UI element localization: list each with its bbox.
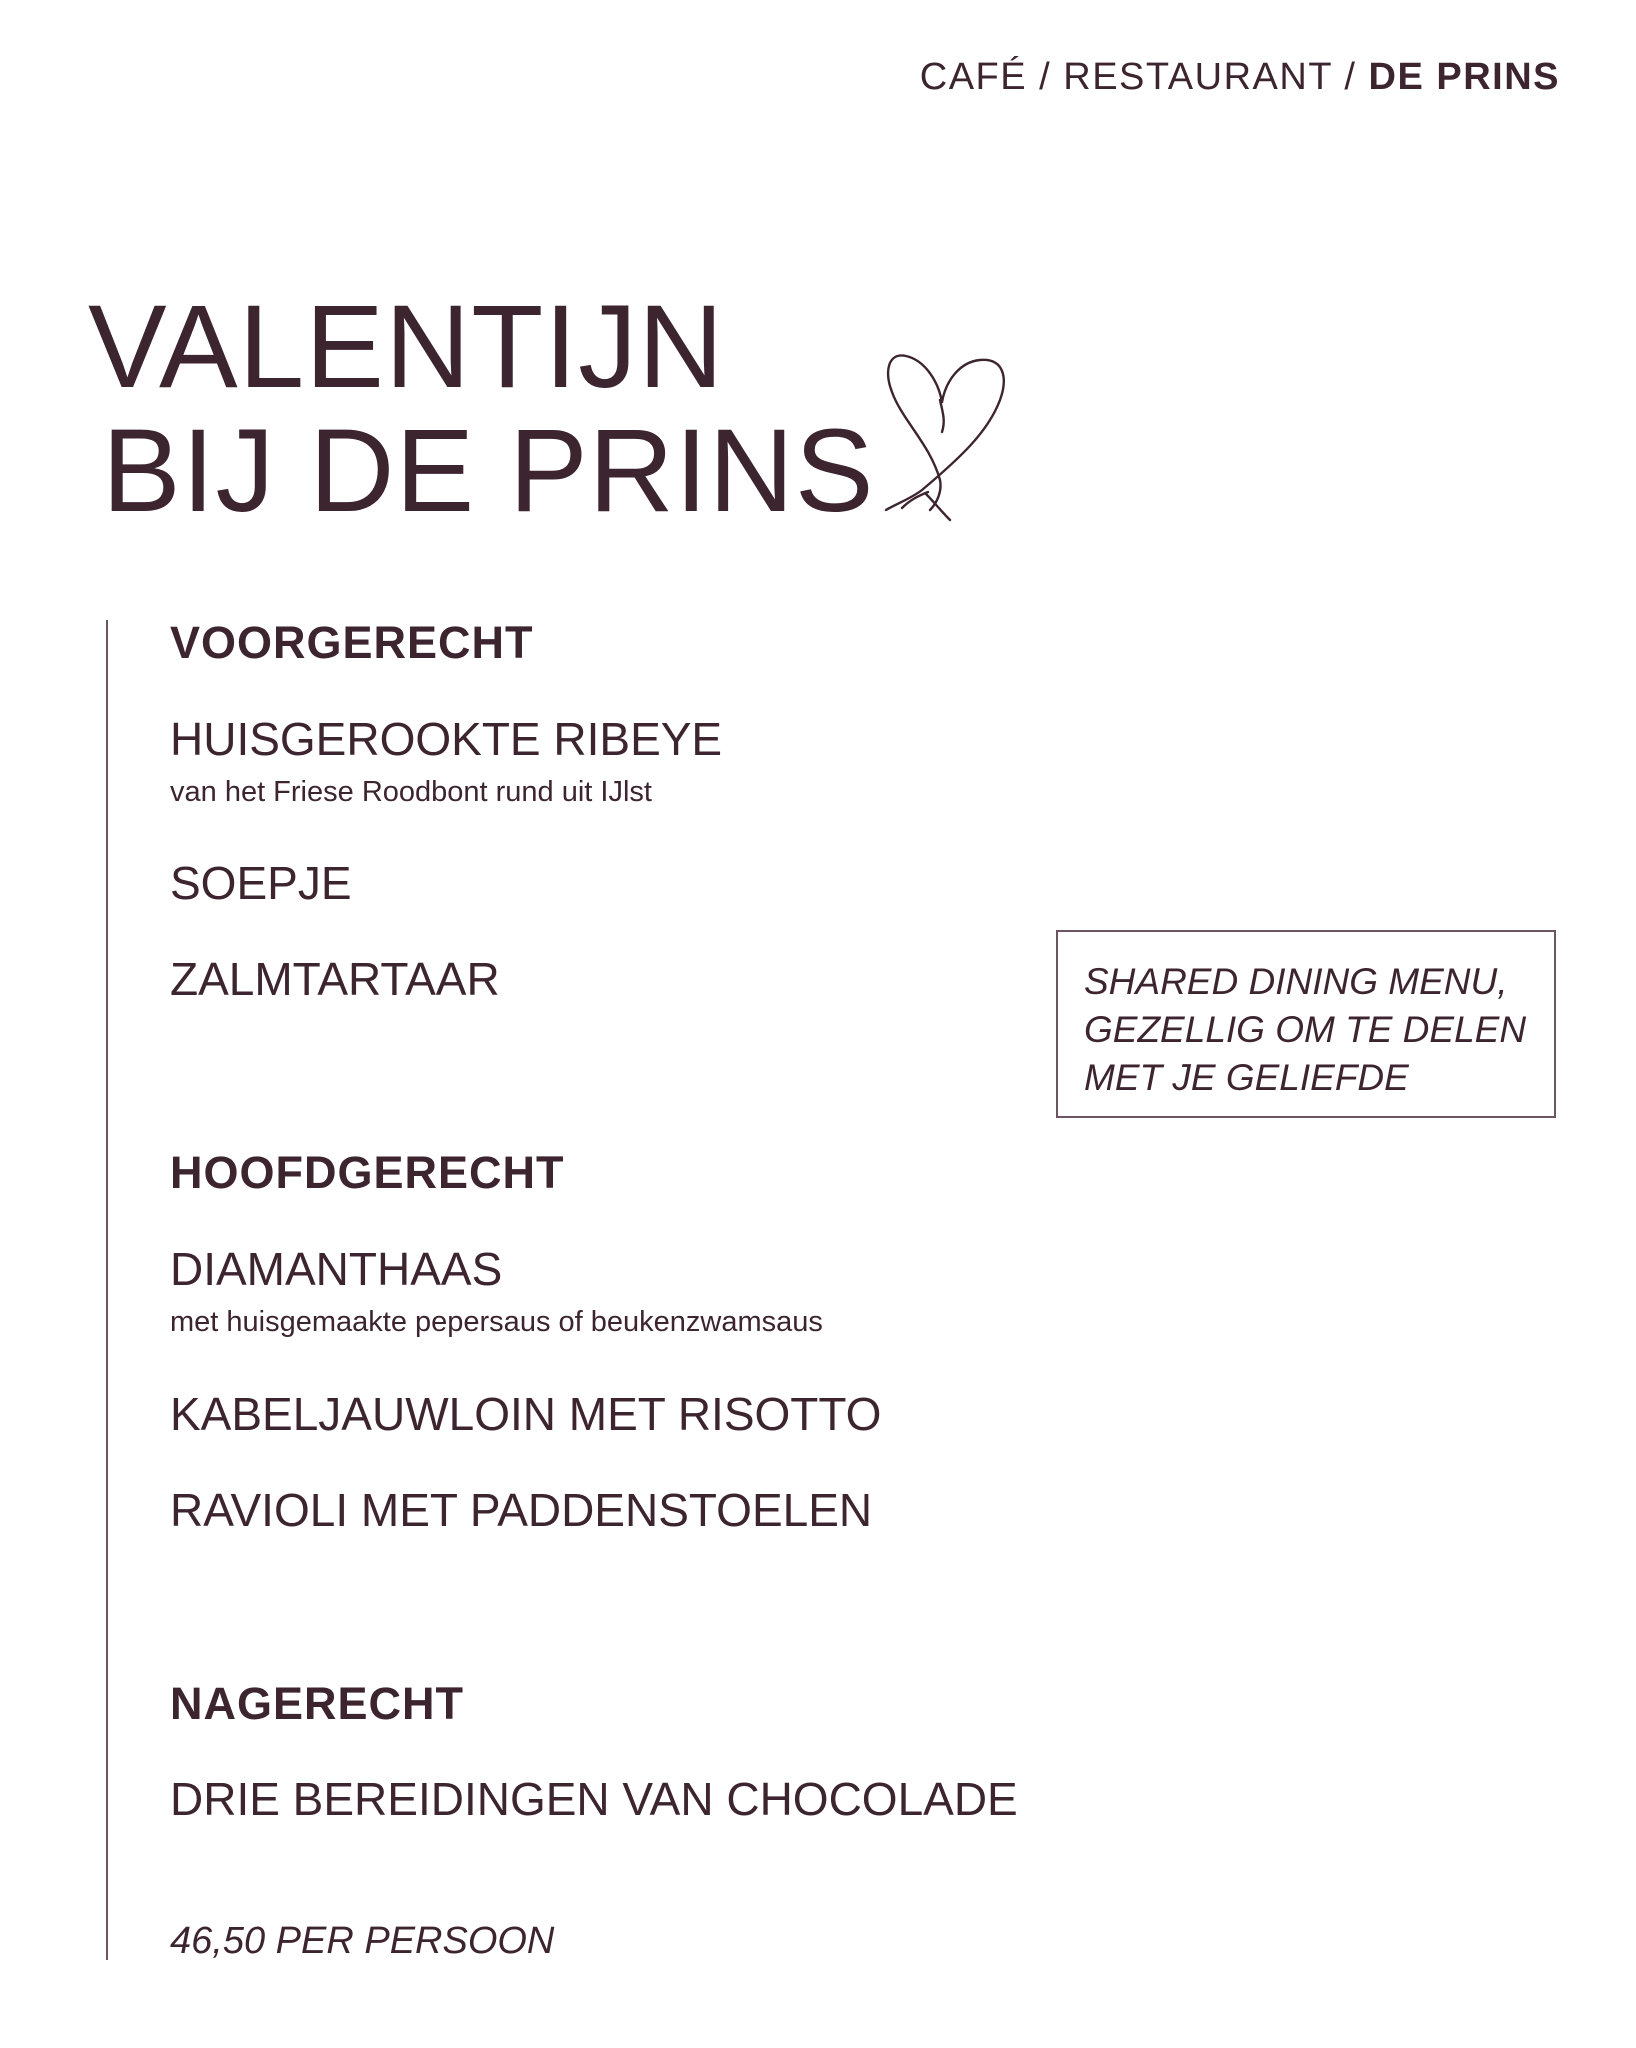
section-title-voorgerecht: VOORGERECHT: [170, 617, 534, 668]
vertical-divider: [106, 620, 108, 1960]
heart-icon: [880, 340, 1020, 525]
dish-kabeljauwloin: KABELJAUWLOIN MET RISOTTO: [170, 1388, 882, 1440]
dish-ravioli: RAVIOLI MET PADDENSTOELEN: [170, 1484, 873, 1536]
title-line-1: VALENTIJN: [88, 281, 725, 413]
section-title-hoofdgerecht: HOOFDGERECHT: [170, 1147, 565, 1198]
dish-diamanthaas: DIAMANTHAAS: [170, 1243, 503, 1295]
dish-huisgerookte-ribeye: HUISGEROOKTE RIBEYE: [170, 713, 723, 765]
dish-soepje: SOEPJE: [170, 857, 352, 909]
header-prefix: CAFÉ / RESTAURANT /: [919, 56, 1369, 98]
note-line-1: SHARED DINING MENU,: [1084, 961, 1508, 1002]
section-title-nagerecht: NAGERECHT: [170, 1678, 465, 1729]
dish-zalmtartaar: ZALMTARTAAR: [170, 953, 500, 1005]
restaurant-header: [920, 56, 1560, 99]
header-brand: DE PRINS: [1368, 56, 1560, 98]
menu-price: 46,50 PER PERSOON: [170, 1920, 555, 1962]
shared-dining-note: [1056, 930, 1556, 1118]
dish-description-diamanthaas: met huisgemaakte pepersaus of beukenzwamsaus: [170, 1306, 823, 1338]
page-title: [88, 281, 875, 537]
note-line-3: MET JE GELIEFDE: [1084, 1057, 1409, 1098]
dish-description-ribeye: van het Friese Roodbont rund uit IJlst: [170, 776, 652, 808]
dish-chocolade: DRIE BEREIDINGEN VAN CHOCOLADE: [170, 1773, 1018, 1825]
note-line-2: GEZELLIG OM TE DELEN: [1084, 1009, 1527, 1050]
title-line-2: BIJ DE PRINS: [102, 405, 875, 537]
